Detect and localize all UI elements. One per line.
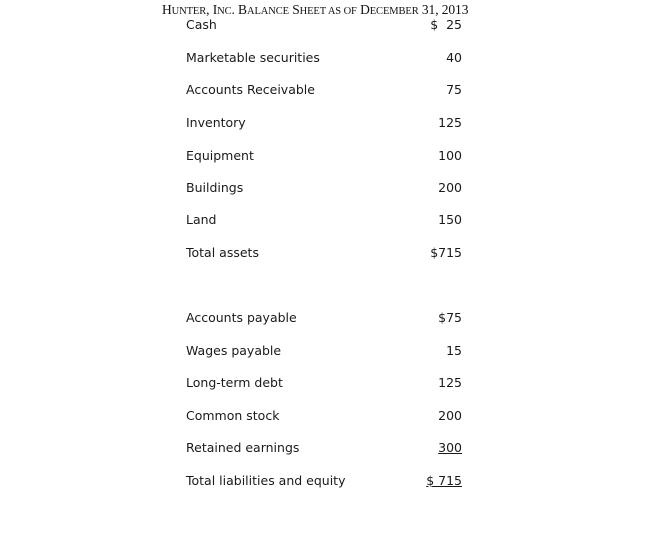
title-part: ALANCE bbox=[246, 6, 289, 17]
row-accounts-receivable bbox=[186, 81, 462, 99]
row-value: 300 bbox=[438, 440, 462, 455]
row-buildings bbox=[186, 179, 462, 197]
row-total-assets bbox=[186, 244, 462, 262]
title-part: ECEMBER bbox=[369, 6, 419, 17]
row-value: 200 bbox=[438, 180, 462, 195]
row-label: Common stock bbox=[186, 408, 280, 423]
row-value: 75 bbox=[446, 82, 462, 97]
row-value: 125 bbox=[438, 375, 462, 390]
row-label: Inventory bbox=[186, 115, 246, 130]
row-label: Equipment bbox=[186, 148, 254, 163]
row-label: Wages payable bbox=[186, 343, 282, 358]
title-part: H bbox=[162, 2, 172, 17]
row-label: Total liabilities and equity bbox=[186, 473, 346, 488]
title-part: S bbox=[288, 2, 300, 17]
row-value: 200 bbox=[438, 408, 462, 423]
row-label: Buildings bbox=[186, 180, 244, 195]
row-label: Retained earnings bbox=[186, 440, 300, 455]
row-label: Accounts payable bbox=[186, 310, 297, 325]
row-value: $715 bbox=[430, 245, 462, 260]
row-equipment bbox=[186, 147, 462, 165]
row-value: $75 bbox=[438, 310, 462, 325]
row-value: $ 715 bbox=[426, 473, 462, 488]
title-part: , I bbox=[206, 2, 218, 17]
row-common-stock bbox=[186, 407, 462, 425]
row-value: 150 bbox=[438, 212, 462, 227]
row-long-term-debt bbox=[186, 374, 462, 392]
row-wages-payable bbox=[186, 342, 462, 360]
title-part: UNTER bbox=[171, 6, 207, 17]
row-retained-earnings bbox=[186, 439, 462, 457]
row-cash bbox=[186, 16, 462, 34]
row-land bbox=[186, 211, 462, 229]
row-total-liabilities-equity bbox=[186, 472, 462, 490]
row-accounts-payable bbox=[186, 309, 462, 327]
title-part: NC bbox=[217, 6, 232, 17]
row-label: Cash bbox=[186, 17, 217, 32]
row-value: 100 bbox=[438, 148, 462, 163]
title-part: . B bbox=[231, 2, 247, 17]
row-inventory bbox=[186, 114, 462, 132]
row-label: Total assets bbox=[186, 245, 259, 260]
row-marketable-securities bbox=[186, 49, 462, 67]
row-label: Land bbox=[186, 212, 217, 227]
title-part: D bbox=[356, 2, 370, 17]
row-label: Marketable securities bbox=[186, 50, 320, 65]
row-value: $ 25 bbox=[430, 17, 462, 32]
row-label: Long-term debt bbox=[186, 375, 283, 390]
row-value: 125 bbox=[438, 115, 462, 130]
row-label: Accounts Receivable bbox=[186, 82, 315, 97]
title-part: 31, 2013 bbox=[418, 2, 469, 17]
title-part: HEET AS OF bbox=[299, 6, 357, 17]
row-value: 40 bbox=[446, 50, 462, 65]
row-value: 15 bbox=[446, 343, 462, 358]
